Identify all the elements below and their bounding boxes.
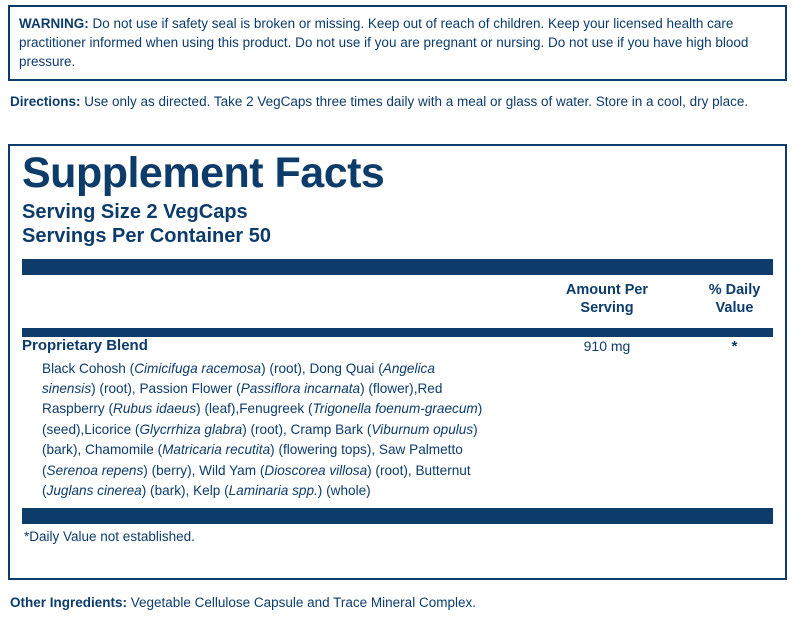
directions-body: Use only as directed. Take 2 VegCaps three times daily with a meal or glass of water. Store in a cool, dry place.: [80, 94, 749, 109]
header-rule-thick: [22, 259, 773, 275]
daily-value-footnote: *Daily Value not established.: [24, 529, 195, 545]
supplement-facts-panel: [8, 144, 787, 580]
daily-value-header: [682, 281, 787, 319]
warning-text: [19, 14, 776, 71]
column-headers: [22, 275, 773, 323]
warning-body: Do not use if safety seal is broken or missing. Keep out of reach of children. Keep your licensed health care practitioner informed when using this product. Do not use if you are pregnant or nursing. Do not use if you have high blood pressure.: [19, 16, 749, 70]
directions-block: [10, 92, 788, 111]
directions-label: Directions:: [10, 94, 81, 109]
dv-header-line2: Value: [715, 300, 754, 317]
amount-header-line2: Serving: [580, 300, 634, 317]
amount-header-line1: Amount Per: [565, 281, 649, 298]
footer-rule-thick: [22, 508, 773, 524]
amount-per-serving-header: [537, 281, 677, 319]
header-rule-mid: [22, 328, 773, 337]
other-ingredients-label: Other Ingredients:: [10, 595, 128, 610]
row-name: Proprietary Blend: [22, 336, 148, 354]
row-daily-value: *: [731, 337, 738, 355]
warning-box: [8, 5, 787, 81]
other-ingredients-block: [10, 594, 788, 613]
supplement-facts-title: Supplement Facts: [22, 149, 385, 197]
ingredient-list: Black Cohosh (Cimicifuga racemosa) (root), Dong Quai (Angelica sinensis) (root), Passion Flower (Passiflora incarnata) (flower),Red Raspberry (Rubus idaeus) (leaf),Fenugreek (Trigonella foenum-graecum) (seed),Licorice (Glycrrhiza glabra) (root), Cramp Bark (Viburnum opulus) (bark), Chamomile (Matricaria recutita) (flowering tops), Saw Palmetto (Serenoa repens) (berry), Wild Yam (Dioscorea villosa) (root), Butternut (Juglans cinerea) (bark), Kelp (Laminaria spp.) (whole): [42, 360, 483, 498]
servings-per-container: Servings Per Container 50: [22, 225, 271, 248]
table-row: [22, 337, 773, 357]
row-amount: 910 mg: [583, 337, 631, 354]
other-ingredients-body: Vegetable Cellulose Capsule and Trace Mineral Complex.: [127, 595, 476, 610]
warning-label: WARNING:: [19, 16, 89, 31]
dv-header-line1: % Daily: [708, 281, 761, 298]
serving-size: Serving Size 2 VegCaps: [22, 200, 248, 223]
